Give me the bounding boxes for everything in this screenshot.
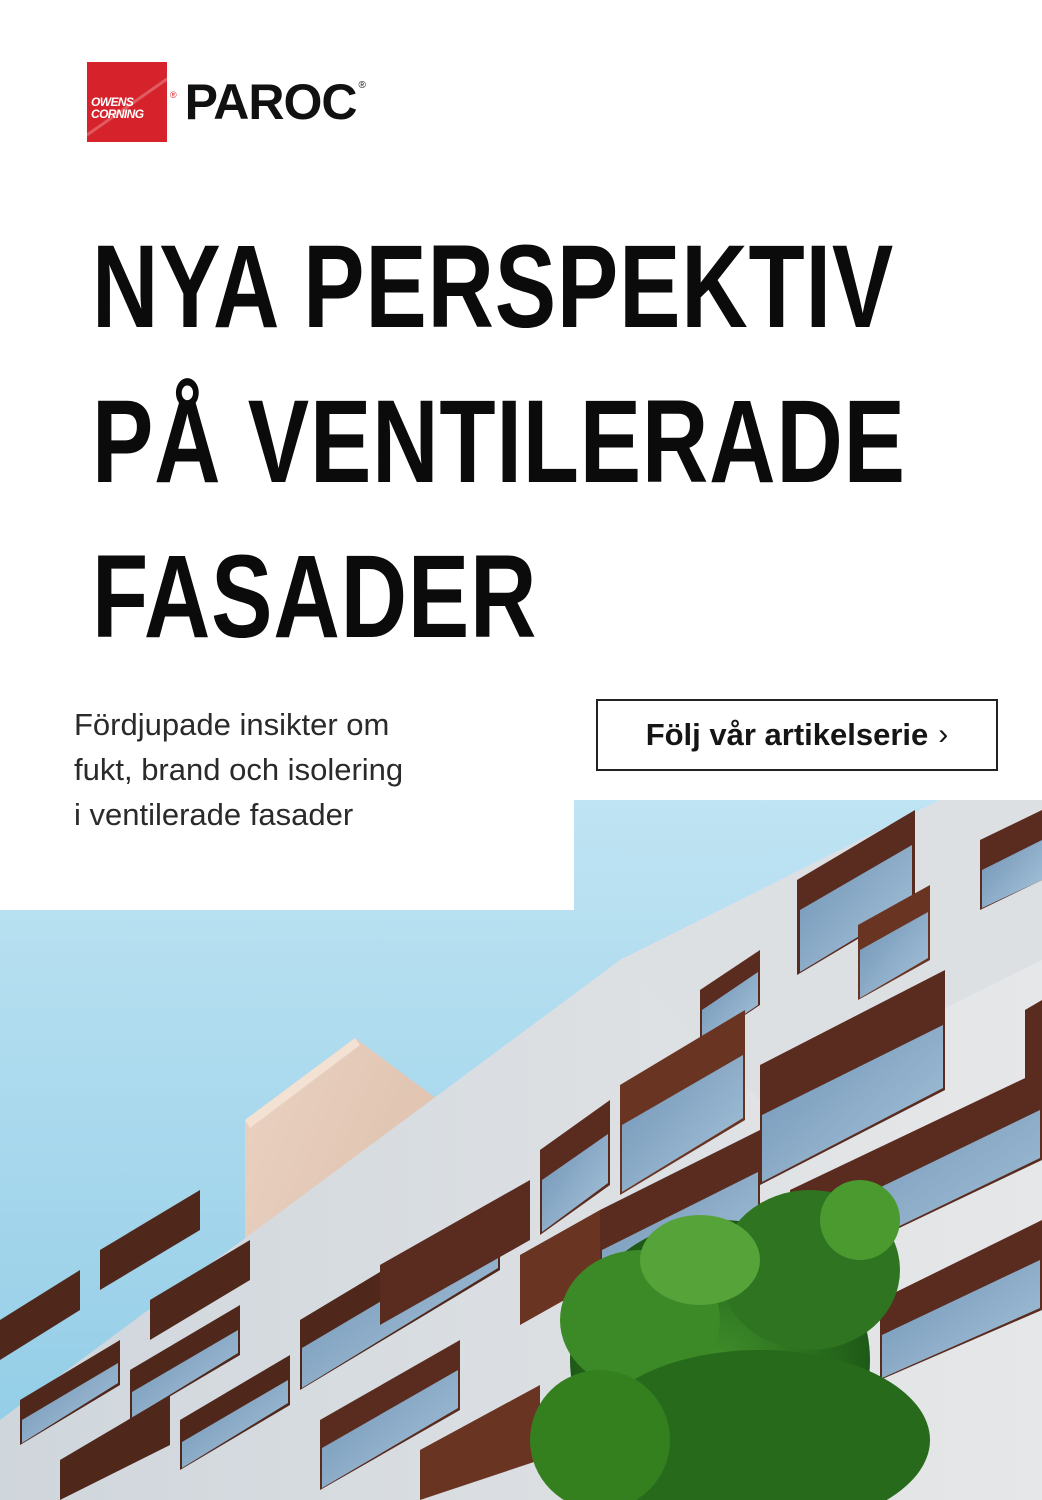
logo-line-corning: CORNING (91, 107, 144, 121)
headline-line-2: PÅ VENTILERADE (92, 376, 906, 508)
owens-corning-logo (87, 62, 167, 142)
owens-corning-wordmark (91, 96, 167, 120)
headline-line-3: FASADER (92, 531, 538, 663)
follow-article-series-button[interactable] (596, 699, 998, 771)
paroc-registered-mark: ® (358, 80, 366, 91)
paroc-wordmark: PAROC (184, 74, 357, 130)
logo-line-owens: OWENS (91, 95, 134, 109)
headline-line-1: NYA PERSPEKTIV (92, 221, 895, 353)
cta-label: Följ vår artikelserie (645, 717, 929, 752)
owens-corning-registered-mark: ® (170, 90, 177, 100)
intro-text (74, 702, 554, 837)
page-title (92, 210, 906, 675)
intro-line-1: Fördjupade insikter om (74, 707, 390, 742)
chevron-right-icon: › (938, 718, 949, 751)
brand-logo (87, 62, 366, 142)
intro-line-2: fukt, brand och isolering (74, 752, 404, 787)
intro-line-3: i ventilerade fasader (74, 797, 354, 832)
